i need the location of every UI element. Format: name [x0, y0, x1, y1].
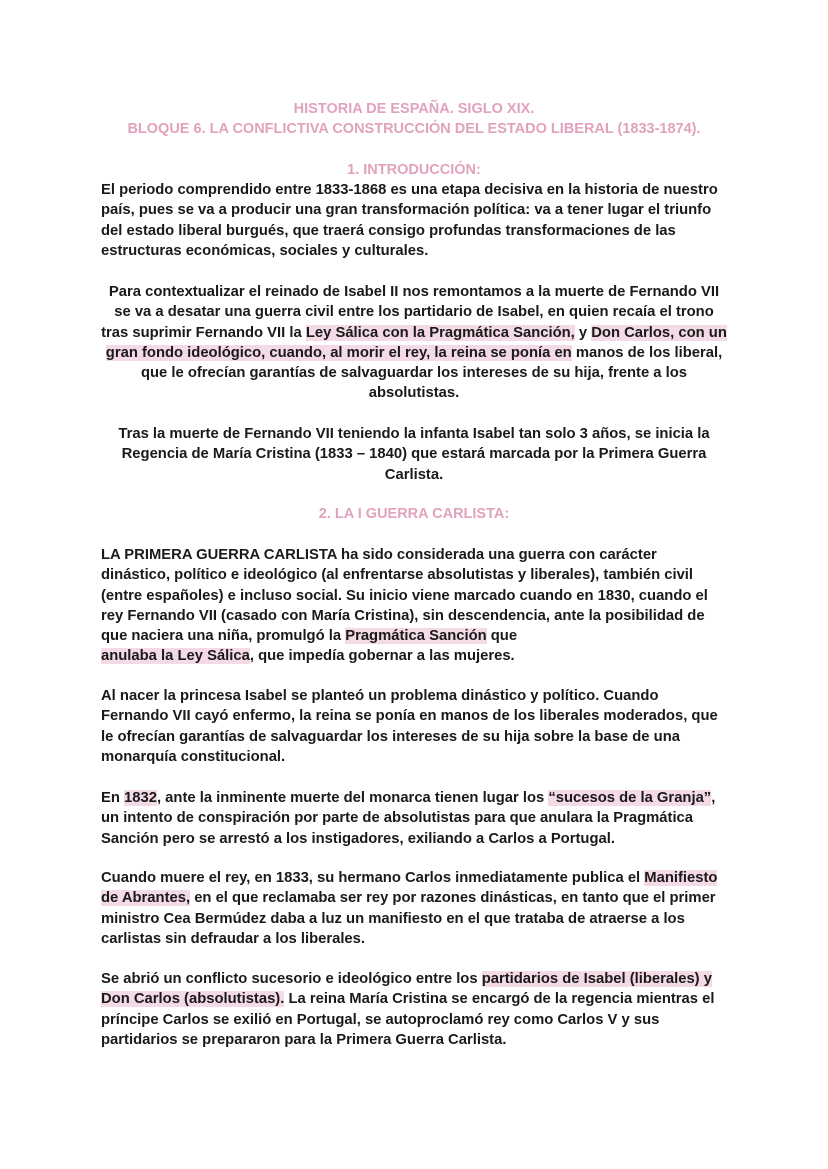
highlight: partidarios de Isabel (liberales) y Don Carlos (absolutistas).: [101, 971, 712, 1008]
highlight: Pragmática Sanción: [345, 628, 487, 645]
carlist-war-paragraph-5: Se abrió un conflicto sucesorio e ideológico entre los partidarios de Isabel (liberales) y Don Carlos (absolutistas). La reina María Cristina se encargó de la regencia mientras el príncipe Carlos se exilió en Portugal, se autoproclamó rey como Carlos V y sus partidarios se prepararon para la Primera Guerra Carlista.: [101, 971, 715, 1048]
highlight: Ley Sálica con la Pragmática Sanción,: [305, 324, 575, 341]
document-title: HISTORIA DE ESPAÑA. SIGLO XIX.: [293, 101, 535, 117]
highlight: “sucesos de la Granja”: [548, 790, 712, 806]
carlist-war-paragraph-1: LA PRIMERA GUERRA CARLISTA ha sido considerada una guerra con carácter dinástico, político e ideológico (al enfrentarse absolutistas y liberales), también civil (entre españoles) e incluso social. Su inicio viene marcado cuando en 1830, cuando el rey Fernando VII (casado con María Cristina), sin descendencia, ante la posibilidad de que naciera una niña, promulgó la Pragmática Sanción que anulaba la Ley Sálica, que impedía gobernar a las mujeres.: [101, 547, 708, 665]
intro-paragraph-3: Tras la muerte de Fernando VII teniendo la infanta Isabel tan solo 3 años, se inicia la Regencia de María Cristina (1833 – 1840) que estará marcada por la Primera Guerra Carlista.: [118, 426, 710, 483]
carlist-war-paragraph-4: Cuando muere el rey, en 1833, su hermano Carlos inmediatamente publica el Manifiesto de Abrantes, en el que reclamaba ser rey por razones dinásticas, en tanto que el primer ministro Cea Bermúdez daba a luz un manifiesto en el que trataba de atraerse a los carlistas sin defraudar a los liberales.: [101, 870, 718, 947]
intro-paragraph-2: Para contextualizar el reinado de Isabel II nos remontamos a la muerte de Fernando VII se va a desatar una guerra civil entre los partidario de Isabel, en quien recaía el trono tras suprimir Fernando VII la Ley Sálica con la Pragmática Sanción, y Don Carlos, con un gran fondo ideológico, cuando, al morir el rey, la reina se ponía en manos de los liberal, que le ofrecían garantías de salvaguardar los intereses de su hija, frente a los absolutistas.: [101, 284, 727, 402]
section-2-title: 2. LA I GUERRA CARLISTA:: [318, 506, 510, 522]
highlight: Don Carlos, con un gran fondo ideológico, cuando, al morir el rey, la reina se ponía en: [105, 324, 727, 361]
intro-paragraph-1: El periodo comprendido entre 1833-1868 es una etapa decisiva en la historia de nuestro país, pues se va a producir una gran transformación política: va a tener lugar el triunfo del estado liberal burgués, que traerá consigo profundas transformaciones de las estructuras económicas, sociales y culturales.: [101, 182, 718, 259]
highlight: Manifiesto de Abrantes,: [101, 870, 718, 907]
carlist-war-paragraph-3: En 1832, ante la inminente muerte del monarca tienen lugar los “sucesos de la Granja”, un intento de conspiración por parte de absolutistas para que anulara la Pragmática Sanción pero se arrestó a los instigadores, exiliando a Carlos a Portugal.: [101, 790, 716, 847]
document-subtitle: BLOQUE 6. LA CONFLICTIVA CONSTRUCCIÓN DEL ESTADO LIBERAL (1833-1874).: [127, 121, 701, 137]
carlist-war-paragraph-2: Al nacer la princesa Isabel se planteó un problema dinástico y político. Cuando Fernando VII cayó enfermo, la reina se ponía en manos de los liberales moderados, que le ofrecían garantías de salvaguardar los intereses de su hija sobre la base de una monarquía constitucional.: [101, 688, 718, 765]
section-1-title: 1. INTRODUCCIÓN:: [347, 162, 481, 178]
highlight: 1832: [124, 790, 157, 806]
highlight: anulaba la Ley Sálica: [101, 648, 250, 665]
